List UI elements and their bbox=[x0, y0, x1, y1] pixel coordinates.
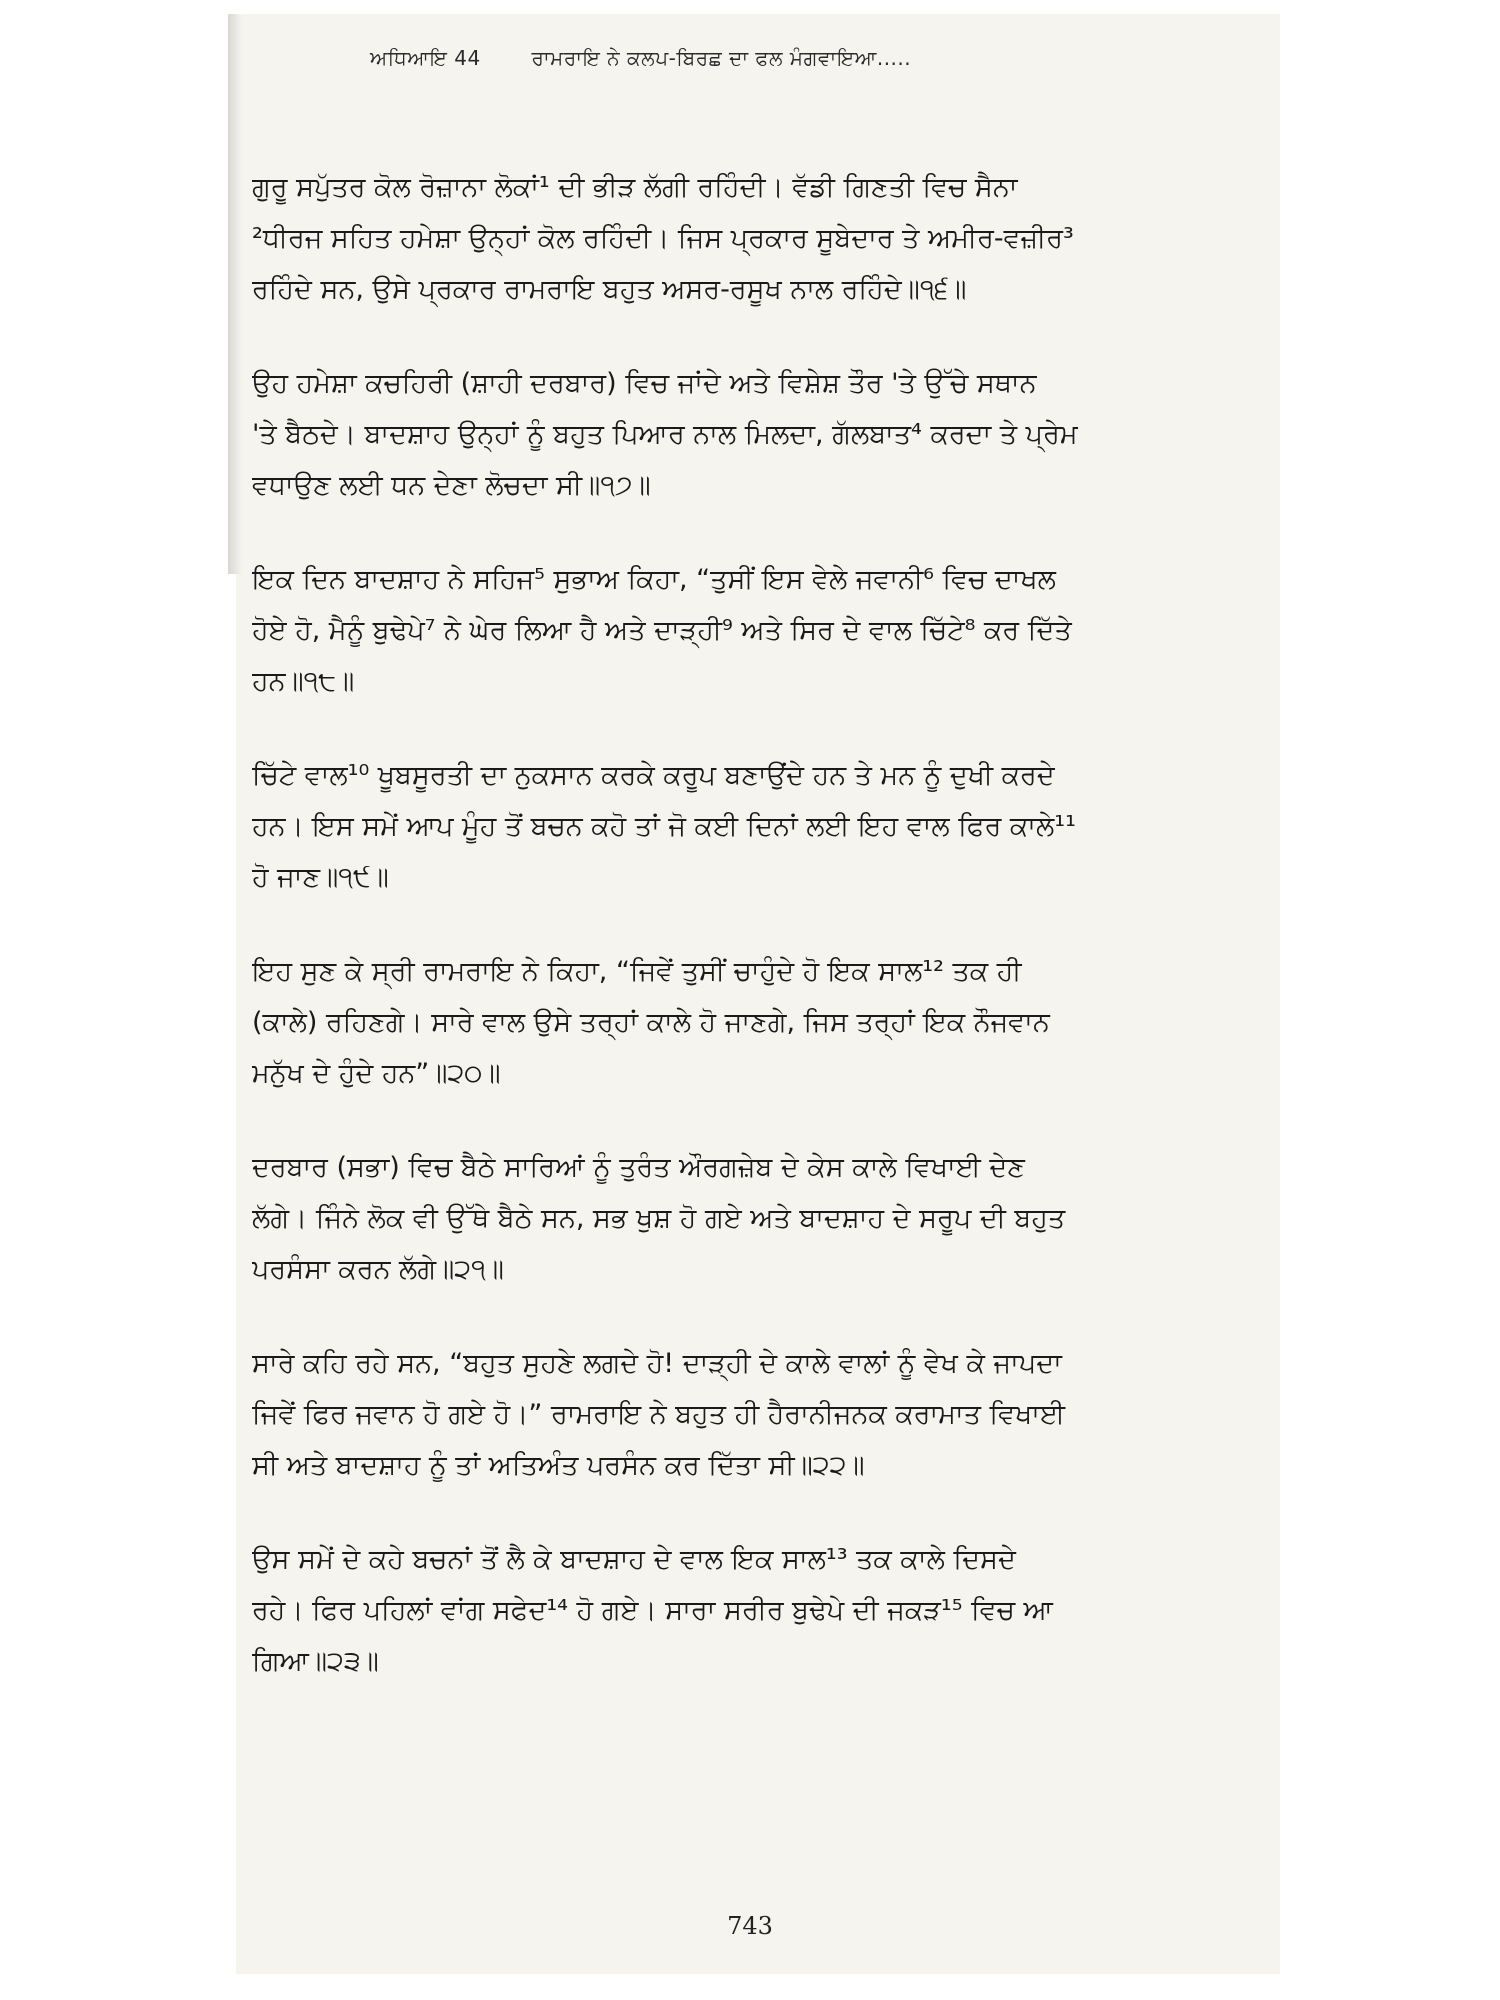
text-line: ਮਨੁੱਖ ਦੇ ਹੁੰਦੇ ਹਨ”॥੨੦॥ bbox=[252, 1058, 501, 1089]
paragraph-21 bbox=[252, 1142, 1250, 1295]
text-line: ਚਿੱਟੇ ਵਾਲ¹⁰ ਖੂਬਸੂਰਤੀ ਦਾ ਨੁਕਸਾਨ ਕਰਕੇ ਕਰੂਪ ਬਣਾਉਂਦੇ ਹਨ ਤੇ ਮਨ ਨੂੰ ਦੁਖੀ ਕਰਦੇ bbox=[252, 760, 1055, 791]
text-line: ਇਕ ਦਿਨ ਬਾਦਸ਼ਾਹ ਨੇ ਸਹਿਜ⁵ ਸੁਭਾਅ ਕਿਹਾ, “ਤੁਸੀਂ ਇਸ ਵੇਲੇ ਜਵਾਨੀ⁶ ਵਿਚ ਦਾਖਲ bbox=[252, 564, 1056, 595]
text-line: ਲੱਗੇ। ਜਿੰਨੇ ਲੋਕ ਵੀ ਉੱਥੇ ਬੈਠੇ ਸਨ, ਸਭ ਖੁਸ਼ ਹੋ ਗਏ ਅਤੇ ਬਾਦਸ਼ਾਹ ਦੇ ਸਰੂਪ ਦੀ ਬਹੁਤ bbox=[252, 1203, 1066, 1234]
running-header bbox=[370, 46, 1280, 70]
text-line: ²ਧੀਰਜ ਸਹਿਤ ਹਮੇਸ਼ਾ ਉਨ੍ਹਾਂ ਕੋਲ ਰਹਿੰਦੀ। ਜਿਸ ਪ੍ਰਕਾਰ ਸੂਬੇਦਾਰ ਤੇ ਅਮੀਰ-ਵਜ਼ੀਰ³ bbox=[252, 223, 1074, 254]
text-line: ਇਹ ਸੁਣ ਕੇ ਸ੍ਰੀ ਰਾਮਰਾਇ ਨੇ ਕਿਹਾ, “ਜਿਵੇਂ ਤੁਸੀਂ ਚਾਹੁੰਦੇ ਹੋ ਇਕ ਸਾਲ¹² ਤਕ ਹੀ bbox=[252, 956, 1022, 987]
text-line: ਜਿਵੇਂ ਫਿਰ ਜਵਾਨ ਹੋ ਗਏ ਹੋ।” ਰਾਮਰਾਇ ਨੇ ਬਹੁਤ ਹੀ ਹੈਰਾਨੀਜਨਕ ਕਰਾਮਾਤ ਵਿਖਾਈ bbox=[252, 1399, 1066, 1430]
text-line: ਉਸ ਸਮੇਂ ਦੇ ਕਹੇ ਬਚਨਾਂ ਤੋਂ ਲੈ ਕੇ ਬਾਦਸ਼ਾਹ ਦੇ ਵਾਲ ਇਕ ਸਾਲ¹³ ਤਕ ਕਾਲੇ ਦਿਸਦੇ bbox=[252, 1544, 1016, 1575]
text-line: ਵਧਾਉਣ ਲਈ ਧਨ ਦੇਣਾ ਲੋਚਦਾ ਸੀ॥੧੭॥ bbox=[252, 470, 651, 501]
chapter-number: ਅਧਿਆਇ 44 bbox=[370, 46, 481, 70]
paragraph-18 bbox=[252, 554, 1250, 707]
text-line: ਰਹੇ। ਫਿਰ ਪਹਿਲਾਂ ਵਾਂਗ ਸਫੇਦ¹⁴ ਹੋ ਗਏ। ਸਾਰਾ ਸਰੀਰ ਬੁਢੇਪੇ ਦੀ ਜਕੜ¹⁵ ਵਿਚ ਆ bbox=[252, 1595, 1053, 1626]
page-gutter-shadow bbox=[228, 14, 242, 574]
text-line: ਸਾਰੇ ਕਹਿ ਰਹੇ ਸਨ, “ਬਹੁਤ ਸੁਹਣੇ ਲਗਦੇ ਹੋ! ਦਾੜ੍ਹੀ ਦੇ ਕਾਲੇ ਵਾਲਾਂ ਨੂੰ ਵੇਖ ਕੇ ਜਾਪਦਾ bbox=[252, 1348, 1062, 1379]
paragraph-22 bbox=[252, 1338, 1250, 1491]
text-line: ਰਹਿੰਦੇ ਸਨ, ਉਸੇ ਪ੍ਰਕਾਰ ਰਾਮਰਾਇ ਬਹੁਤ ਅਸਰ-ਰਸੂਖ ਨਾਲ ਰਹਿੰਦੇ॥੧੬॥ bbox=[252, 274, 967, 305]
paragraph-20 bbox=[252, 946, 1250, 1099]
text-line: ਉਹ ਹਮੇਸ਼ਾ ਕਚਹਿਰੀ (ਸ਼ਾਹੀ ਦਰਬਾਰ) ਵਿਚ ਜਾਂਦੇ ਅਤੇ ਵਿਸ਼ੇਸ਼ ਤੌਰ 'ਤੇ ਉੱਚੇ ਸਥਾਨ bbox=[252, 368, 1037, 399]
paragraph-16 bbox=[252, 162, 1250, 315]
text-line: ਹੋਏ ਹੋ, ਮੈਨੂੰ ਬੁਢੇਪੇ⁷ ਨੇ ਘੇਰ ਲਿਆ ਹੈ ਅਤੇ ਦਾੜ੍ਹੀ⁹ ਅਤੇ ਸਿਰ ਦੇ ਵਾਲ ਚਿੱਟੇ⁸ ਕਰ ਦਿੱਤੇ bbox=[252, 615, 1072, 646]
text-line: ਹਨ॥੧੮॥ bbox=[252, 666, 355, 697]
text-line: (ਕਾਲੇ) ਰਹਿਣਗੇ। ਸਾਰੇ ਵਾਲ ਉਸੇ ਤਰ੍ਹਾਂ ਕਾਲੇ ਹੋ ਜਾਣਗੇ, ਜਿਸ ਤਰ੍ਹਾਂ ਇਕ ਨੌਜਵਾਨ bbox=[252, 1007, 1050, 1038]
text-line: ਗੁਰੂ ਸਪੁੱਤਰ ਕੋਲ ਰੋਜ਼ਾਨਾ ਲੋਕਾਂ¹ ਦੀ ਭੀੜ ਲੱਗੀ ਰਹਿੰਦੀ। ਵੱਡੀ ਗਿਣਤੀ ਵਿਚ ਸੈਨਾ bbox=[252, 172, 1018, 203]
chapter-title: ਰਾਮਰਾਇ ਨੇ ਕਲਪ-ਬਿਰਛ ਦਾ ਫਲ ਮੰਗਵਾਇਆ..... bbox=[531, 46, 912, 70]
paragraph-17 bbox=[252, 358, 1250, 511]
text-line: ਗਿਆ॥੨੩॥ bbox=[252, 1646, 379, 1677]
page-number: 743 bbox=[727, 1912, 773, 1940]
text-line: ਹੋ ਜਾਣ॥੧੯॥ bbox=[252, 862, 389, 893]
paragraph-19 bbox=[252, 750, 1250, 903]
text-line: ਹਨ। ਇਸ ਸਮੇਂ ਆਪ ਮੂੰਹ ਤੋਂ ਬਚਨ ਕਹੋ ਤਾਂ ਜੋ ਕਈ ਦਿਨਾਂ ਲਈ ਇਹ ਵਾਲ ਫਿਰ ਕਾਲੇ¹¹ bbox=[252, 811, 1076, 842]
text-line: 'ਤੇ ਬੈਠਦੇ। ਬਾਦਸ਼ਾਹ ਉਨ੍ਹਾਂ ਨੂੰ ਬਹੁਤ ਪਿਆਰ ਨਾਲ ਮਿਲਦਾ, ਗੱਲਬਾਤ⁴ ਕਰਦਾ ਤੇ ਪ੍ਰੇਮ bbox=[252, 419, 1078, 450]
text-line: ਦਰਬਾਰ (ਸਭਾ) ਵਿਚ ਬੈਠੇ ਸਾਰਿਆਂ ਨੂੰ ਤੁਰੰਤ ਔਰਗਜ਼ੇਬ ਦੇ ਕੇਸ ਕਾਲੇ ਵਿਖਾਈ ਦੇਣ bbox=[252, 1152, 1025, 1183]
text-line: ਪਰਸੰਸਾ ਕਰਨ ਲੱਗੇ॥੨੧॥ bbox=[252, 1254, 504, 1285]
paragraph-23 bbox=[252, 1534, 1250, 1687]
text-line: ਸੀ ਅਤੇ ਬਾਦਸ਼ਾਹ ਨੂੰ ਤਾਂ ਅਤਿਅੰਤ ਪਰਸੰਨ ਕਰ ਦਿੱਤਾ ਸੀ॥੨੨॥ bbox=[252, 1450, 865, 1481]
